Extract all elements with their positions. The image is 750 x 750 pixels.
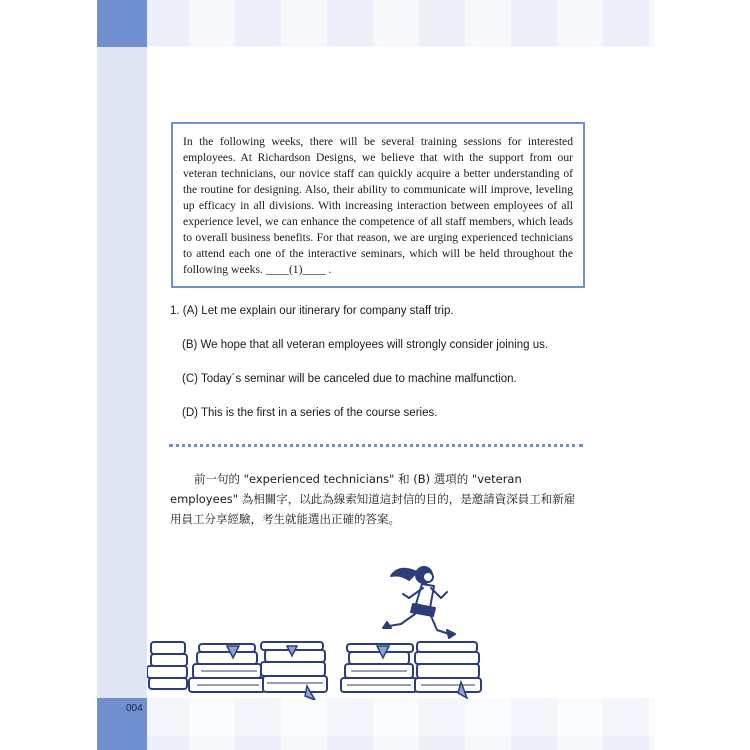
top-corner-block: [97, 0, 147, 47]
runner-on-books-illustration: [147, 560, 487, 700]
question-options: [170, 302, 590, 438]
page-number: 004: [126, 703, 143, 714]
option-c: (C) Today´s seminar will be canceled due to machine malfunction.: [182, 373, 517, 385]
passage-text: In the following weeks, there will be several training sessions for interested employees. At Richardson Designs, we believe that with the support from our veteran technicians, our novice staff can quickly acquire a better understanding of the routine for designing. Also, their ability to communicate will improve, leveling up efficacy in all divisions. With increasing interaction between employees of all experience level, we can enhance the competence of all staff members, which leads to overall business benefits. For that reason, we are urging experienced technicians to attend each one of the interactive seminars, which will be held throughout the following weeks. ____(1)____ .: [183, 135, 573, 276]
passage-box: [171, 122, 585, 288]
left-margin-strip: [97, 0, 147, 750]
explanation-text: 前一句的 "experienced technicians" 和 (B) 選項的 "veteran employees" 為相關字，以此為線索知道這封信的目的，是邀請資深員工和新雇用員工分享經驗，考生就能選出正確的答案。: [170, 472, 576, 526]
option-d: (D) This is the first in a series of the course series.: [182, 407, 438, 419]
option-b: (B) We hope that all veteran employees will strongly consider joining us.: [182, 339, 549, 351]
section-divider: [169, 444, 583, 447]
option-a: 1. (A) Let me explain our itinerary for company staff trip.: [170, 305, 454, 317]
